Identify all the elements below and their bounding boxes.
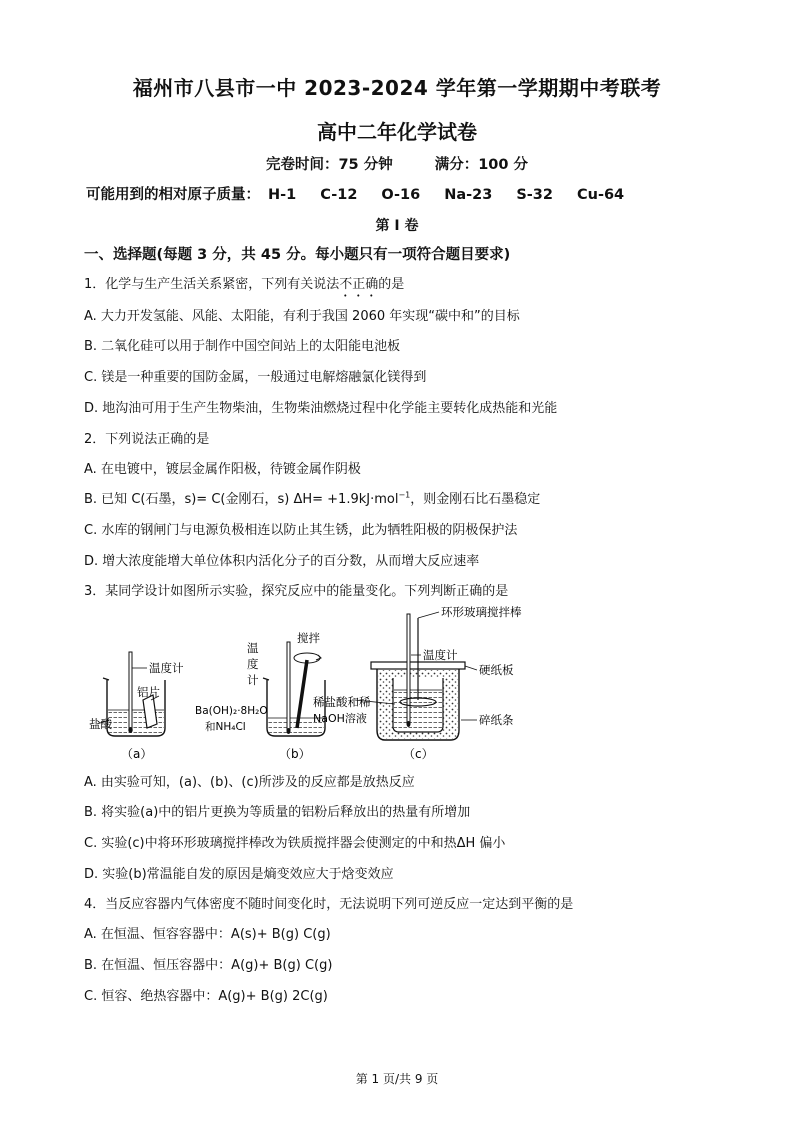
label-a-thermometer: 温度计 bbox=[149, 661, 184, 675]
label-b-temp-2: 度 bbox=[247, 657, 259, 671]
q1-stem-text: 1．化学与生产生活关系紧密，下列有关说法 bbox=[84, 277, 340, 292]
section-heading: 一、选择题(每题 3 分，共 45 分。每小题只有一项符合题目要求) bbox=[84, 247, 511, 263]
q1-stem-emphasis: 不正确 bbox=[339, 277, 379, 292]
label-c-rod: 环形玻璃搅拌棒 bbox=[441, 605, 522, 619]
apparatus-b bbox=[195, 631, 325, 761]
atom-o: O-16 bbox=[381, 187, 421, 203]
q2-option-b-sup: −1 bbox=[398, 490, 411, 500]
q2-stem: 2．下列说法正确的是 bbox=[84, 432, 210, 447]
q3-option-b: B. 将实验(a)中的铝片更换为等质量的铝粉后释放出的热量有所增加 bbox=[84, 805, 471, 820]
page-footer: 第 1 页/共 9 页 bbox=[355, 1072, 439, 1086]
label-b-stir: 搅拌 bbox=[297, 631, 320, 645]
q3-apparatus-figure bbox=[85, 600, 545, 765]
volume-heading: 第 I 卷 bbox=[375, 218, 419, 234]
label-a-acid: 盐酸 bbox=[89, 717, 112, 731]
atom-cu: Cu-64 bbox=[576, 187, 625, 203]
atom-s: S-32 bbox=[516, 187, 553, 203]
q2-option-a: A. 在电镀中，镀层金属作阳极，待镀金属作阴极 bbox=[84, 462, 361, 477]
q4-option-b: B. 在恒温、恒压容器中：A(g)+ B(g) C(g) bbox=[84, 958, 333, 973]
q1-option-b: B. 二氧化硅可以用于制作中国空间站上的太阳能电池板 bbox=[84, 339, 401, 354]
atomic-masses-label: 可能用到的相对原子质量： bbox=[86, 187, 260, 203]
label-b-reagent-1: Ba(OH)₂·8H₂O bbox=[195, 705, 268, 717]
caption-a: （a） bbox=[121, 747, 153, 761]
q4-option-a: A. 在恒温、恒容容器中：A(s)+ B(g) C(g) bbox=[84, 927, 331, 942]
caption-b: （b） bbox=[279, 747, 311, 761]
label-c-solution-1: 稀盐酸和稀 bbox=[313, 695, 371, 709]
label-a-foil: 铝片 bbox=[137, 685, 160, 699]
caption-c: （c） bbox=[403, 747, 434, 761]
label-b-reagent-2: 和NH₄Cl bbox=[205, 721, 246, 733]
label-b-temp-3: 计 bbox=[247, 673, 259, 687]
q3-option-a: A. 由实验可知，(a)、(b)、(c)所涉及的反应都是放热反应 bbox=[84, 775, 415, 790]
exam-meta bbox=[0, 153, 794, 174]
q1-option-d: D. 地沟油可用于生产生物柴油，生物柴油燃烧过程中化学能主要转化成热能和光能 bbox=[84, 401, 558, 416]
exam-time: 完卷时间：75 分钟 bbox=[265, 157, 393, 173]
atomic-masses bbox=[86, 183, 648, 204]
q3-stem: 3．某同学设计如图所示实验，探究反应中的能量变化。下列判断正确的是 bbox=[84, 584, 509, 599]
label-c-solution-2: NaOH溶液 bbox=[313, 712, 367, 725]
q1-stem bbox=[84, 273, 404, 300]
exam-score: 满分：100 分 bbox=[434, 157, 529, 173]
q1-option-c: C. 镁是一种重要的国防金属，一般通过电解熔融氯化镁得到 bbox=[84, 370, 427, 385]
atom-c: C-12 bbox=[320, 187, 358, 203]
atom-h: H-1 bbox=[268, 187, 297, 203]
label-c-paper: 碎纸条 bbox=[479, 713, 514, 727]
label-b-temp-1: 温 bbox=[247, 641, 259, 655]
q2-option-b-text: B. 已知 C(石墨，s)= C(金刚石，s) ΔH= +1.9kJ·mol bbox=[84, 492, 399, 507]
q2-option-b bbox=[84, 488, 540, 507]
q2-option-b-tail: ，则金刚石比石墨稳定 bbox=[410, 492, 541, 507]
q2-option-d: D. 增大浓度能增大单位体积内活化分子的百分数，从而增大反应速率 bbox=[84, 554, 480, 569]
apparatus-a bbox=[89, 652, 184, 761]
apparatus-c bbox=[313, 605, 522, 761]
label-c-thermometer: 温度计 bbox=[423, 648, 458, 662]
q4-option-c: C. 恒容、绝热容器中：A(g)+ B(g) 2C(g) bbox=[84, 989, 328, 1004]
exam-title: 福州市八县市一中 2023-2024 学年第一学期期中考联考 bbox=[132, 76, 662, 100]
q1-stem-tail: 的是 bbox=[378, 277, 405, 292]
exam-subtitle: 高中二年化学试卷 bbox=[317, 120, 477, 144]
q3-option-c: C. 实验(c)中将环形玻璃搅拌棒改为铁质搅拌器会使测定的中和热ΔH 偏小 bbox=[84, 836, 506, 851]
q1-option-a: A. 大力开发氢能、风能、太阳能，有利于我国 2060 年实现“碳中和”的目标 bbox=[84, 309, 520, 324]
q4-stem: 4．当反应容器内气体密度不随时间变化时，无法说明下列可逆反应一定达到平衡的是 bbox=[84, 897, 574, 912]
atom-na: Na-23 bbox=[444, 187, 493, 203]
label-c-board: 硬纸板 bbox=[479, 663, 514, 677]
q3-option-d: D. 实验(b)常温能自发的原因是熵变效应大于焓变效应 bbox=[84, 867, 394, 882]
q2-option-c: C. 水库的钢闸门与电源负极相连以防止其生锈，此为牺牲阳极的阴极保护法 bbox=[84, 523, 518, 538]
